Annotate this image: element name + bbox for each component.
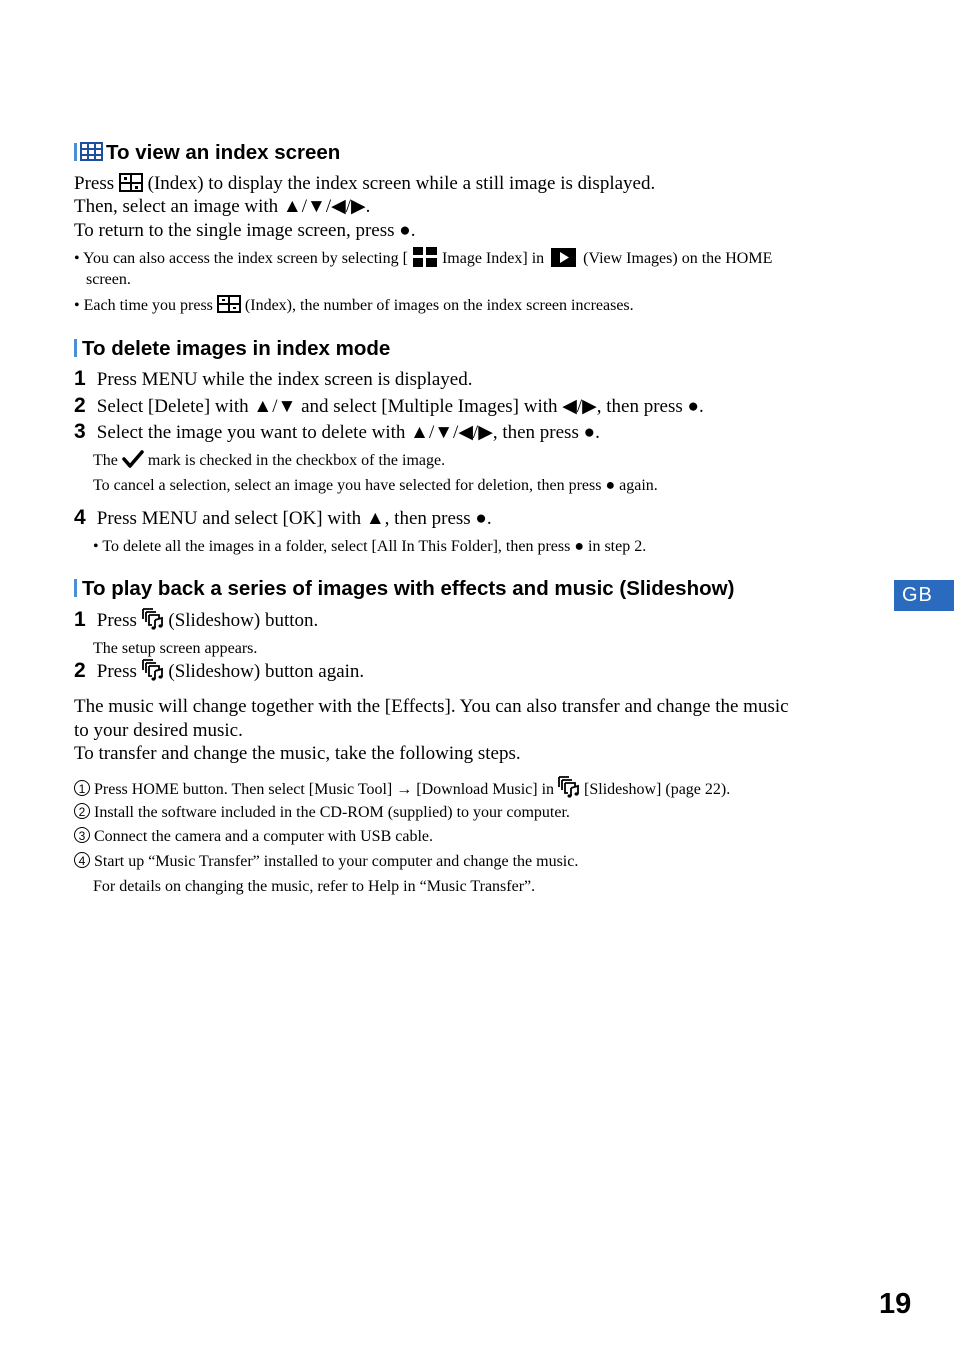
music-list-item-2: 2 Install the software included in the CD-ROM (supplied) to your computer.	[74, 802, 570, 824]
index-line-2: Then, select an image with ▲/▼/◀/▶.	[74, 196, 371, 217]
delete-step-1: 1 Press MENU while the index screen is displayed.	[74, 367, 473, 390]
index-line-1: Press (Index) to display the index screen while a still image is displayed.	[74, 173, 656, 194]
music-para-1: The music will change together with the [Effects]. You can also transfer and change the music	[74, 696, 789, 717]
slideshow-icon	[142, 659, 164, 681]
heading-slideshow	[74, 577, 734, 601]
music-list-sub: For details on changing the music, refer to Help in “Music Transfer”.	[93, 878, 536, 895]
index-line-3: To return to the single image screen, press ●.	[74, 220, 416, 241]
music-para-2: to your desired music.	[74, 720, 243, 741]
heading-view-index	[74, 141, 340, 165]
arrow-right-icon: →	[396, 781, 413, 798]
page-number: 19	[879, 1288, 912, 1320]
delete-note: • To delete all the images in a folder, select [All In This Folder], then press ● in step 2.	[93, 538, 647, 555]
index-note-2: • Each time you press (Index), the number of images on the index screen increases.	[74, 297, 634, 314]
heading-text: To view an index screen	[106, 141, 341, 164]
heading-accent-bar	[74, 143, 77, 161]
delete-step-3: 3 Select the image you want to delete with ▲/▼/◀/▶, then press ●.	[74, 420, 600, 443]
delete-step-3-sub-2: To cancel a selection, select an image you have selected for deletion, then press ● again.	[93, 477, 658, 494]
list-number: 3	[74, 827, 90, 843]
slideshow-icon	[142, 608, 164, 630]
view-images-icon	[551, 248, 576, 267]
slideshow-icon	[558, 776, 580, 798]
image-index-icon	[413, 247, 437, 267]
heading-text: To play back a series of images with effects and music (Slideshow)	[82, 577, 735, 600]
list-number: 1	[74, 780, 90, 796]
music-list-item-4: 4 Start up “Music Transfer” installed to your computer and change the music.	[74, 851, 578, 873]
delete-step-2: 2 Select [Delete] with ▲/▼ and select [Multiple Images] with ◀/▶, then press ●.	[74, 394, 704, 417]
slideshow-step-1-sub: The setup screen appears.	[93, 640, 258, 657]
heading-accent-bar	[74, 339, 77, 357]
slideshow-step-1: 1 Press (Slideshow) button.	[74, 608, 319, 631]
delete-step-4: 4 Press MENU and select [OK] with ▲, then press ●.	[74, 506, 492, 529]
index-icon	[119, 173, 143, 192]
list-number: 4	[74, 852, 90, 868]
language-tab: GB	[894, 580, 954, 611]
index-note-1-cont: screen.	[86, 271, 131, 288]
music-list-item-1: 1 Press HOME button. Then select [Music Tool] → [Download Music] in [Slideshow] (page 22).	[74, 776, 730, 801]
music-para-3: To transfer and change the music, take the following steps.	[74, 743, 521, 764]
delete-step-3-sub-1: The mark is checked in the checkbox of the image.	[93, 452, 446, 469]
music-list-item-3: 3 Connect the camera and a computer with USB cable.	[74, 826, 433, 848]
index-icon	[217, 295, 241, 313]
list-number: 2	[74, 803, 90, 819]
heading-accent-bar	[74, 579, 77, 597]
index-icon	[80, 142, 103, 161]
heading-text: To delete images in index mode	[82, 337, 391, 360]
index-note-1: • You can also access the index screen by selecting [ Image Index] in (View Images) on the HOME	[74, 247, 772, 270]
heading-delete-index	[74, 337, 390, 361]
slideshow-step-2: 2 Press (Slideshow) button again.	[74, 659, 365, 682]
checkmark-icon	[122, 450, 144, 469]
